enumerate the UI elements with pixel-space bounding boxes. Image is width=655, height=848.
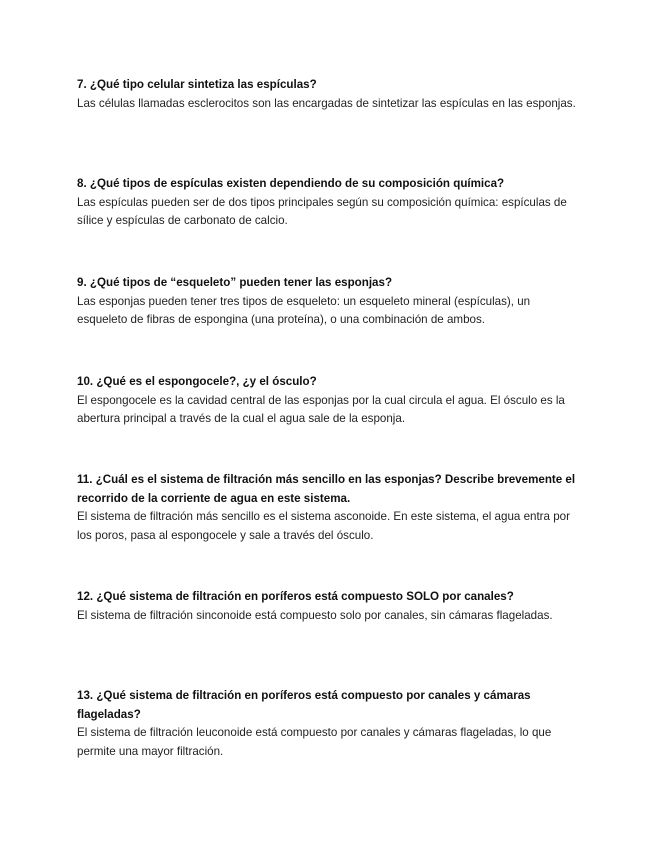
question-11: 11. ¿Cuál es el sistema de filtración más sencillo en las esponjas? Describe brevemente el recorrido de la corriente de agua en este sistema. [77, 473, 576, 505]
answer-8: Las espículas pueden ser de dos tipos principales según su composición química: espículas de sílice y espículas de carbonato de calcio. [77, 195, 567, 227]
qa-item-11 [77, 471, 577, 545]
answer-13: El sistema de filtración leuconoide está compuesto por canales y cámaras flageladas, lo que permite una mayor filtración. [77, 726, 552, 758]
qa-item-12 [77, 588, 577, 625]
qa-item-13 [77, 687, 577, 761]
answer-12: El sistema de filtración sinconoide está compuesto solo por canales, sin cámaras flageladas. [77, 608, 553, 622]
question-13: 13. ¿Qué sistema de filtración en poríferos está compuesto por canales y cámaras flageladas? [77, 689, 531, 721]
question-9: 9. ¿Qué tipos de “esqueleto” pueden tener las esponjas? [77, 276, 393, 289]
answer-11: El sistema de filtración más sencillo es el sistema asconoide. En este sistema, el agua entra por los poros, pasa al espongocele y sale a través del ósculo. [77, 510, 570, 542]
qa-item-10 [77, 373, 577, 429]
question-7: 7. ¿Qué tipo celular sintetiza las espículas? [77, 78, 317, 91]
answer-10: El espongocele es la cavidad central de las esponjas por la cual circula el agua. El ósculo es la abertura principal a través de la cual el agua sale de la esponja. [77, 393, 565, 425]
question-12: 12. ¿Qué sistema de filtración en poríferos está compuesto SOLO por canales? [77, 590, 514, 603]
answer-7: Las células llamadas esclerocitos son las encargadas de sintetizar las espículas en las esponjas. [77, 96, 576, 110]
question-8: 8. ¿Qué tipos de espículas existen dependiendo de su composición química? [77, 177, 505, 190]
answer-9: Las esponjas pueden tener tres tipos de esqueleto: un esqueleto mineral (espículas), un esqueleto de fibras de espongina (una proteína), o una combinación de ambos. [77, 294, 531, 326]
qa-item-8 [77, 175, 577, 231]
question-10: 10. ¿Qué es el espongocele?, ¿y el ósculo? [77, 375, 317, 388]
qa-item-7 [77, 76, 577, 113]
qa-item-9 [77, 274, 577, 330]
